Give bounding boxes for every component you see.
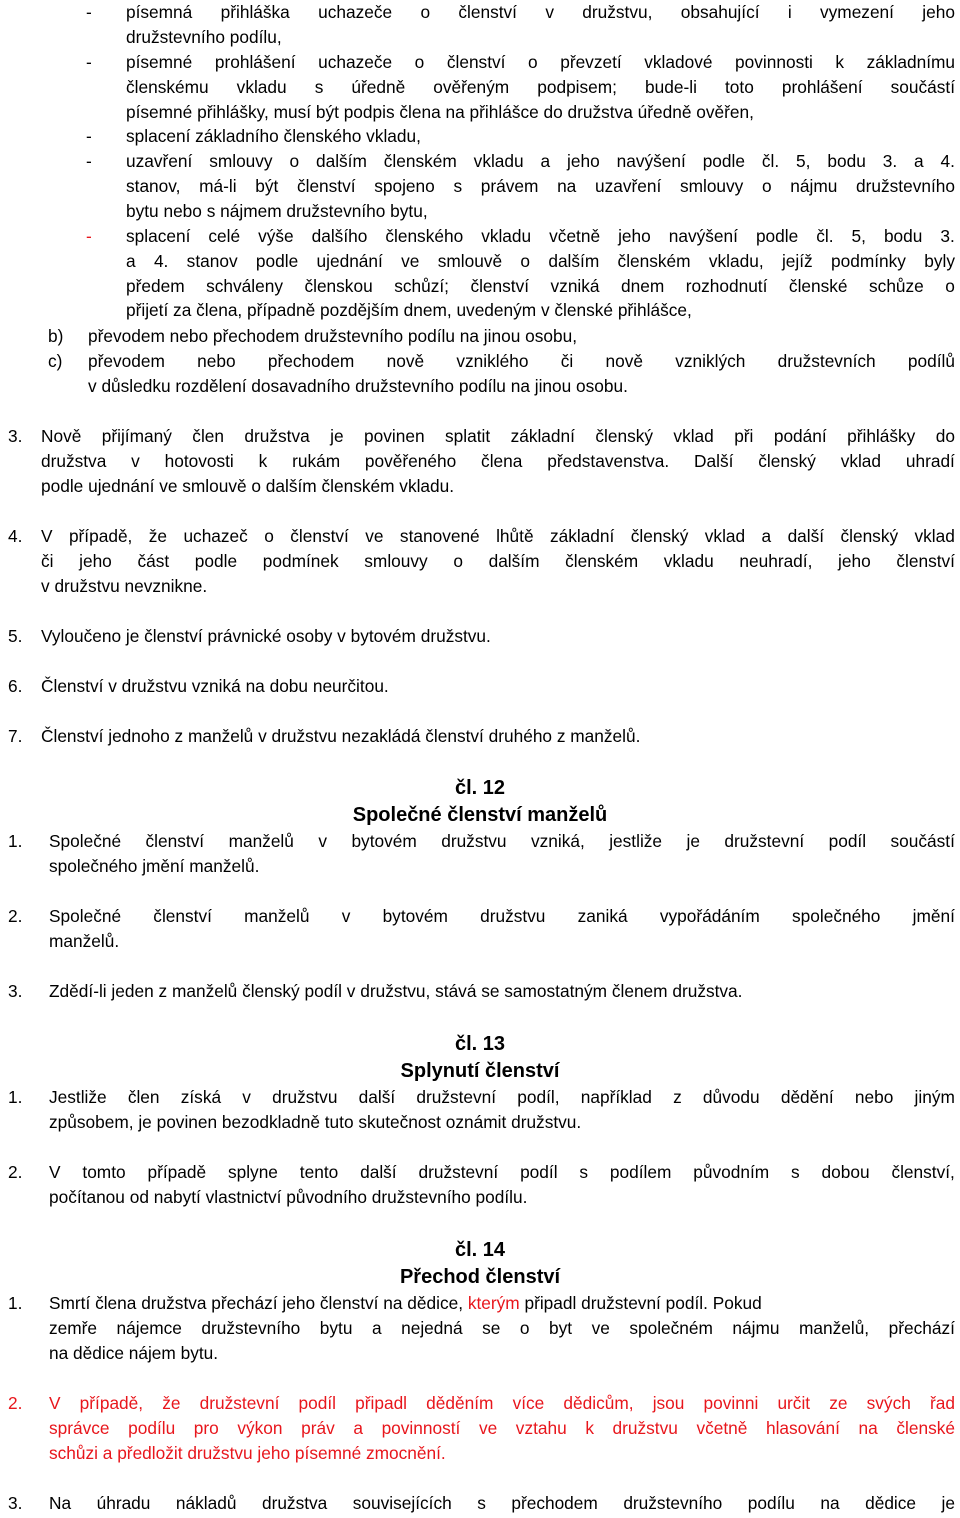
article-item-line: Na úhradu nákladů družstva souvisejících s přechodem družstevního podílu na dědice je [49,1493,955,1513]
article-heading: Společné členství manželů [352,804,608,826]
article-item-number: 1. [8,1293,23,1313]
article-item-line: schůzi a předložit družstvu jeho písemné zmocnění. [49,1442,446,1463]
point-line: v družstvu nevznikne. [41,575,208,596]
bullet-line: splacení základního členského vkladu, [126,126,421,146]
bullet-line: písemné prohlášení uchazeče o členství o převzetí vkladové povinnosti k základnímu [126,52,955,72]
article-item-number: 2. [8,1393,23,1413]
article-item-line: způsobem, je povinen bezodkladně tuto skutečnost oznámit družstvu. [49,1111,582,1132]
bullet-line: přijetí za člena, případně pozdějším dnem, uvedeným v členské přihlášce, [126,300,692,321]
bullet-dash: - [86,52,92,72]
article-item-line: Zdědí-li jeden z manželů členský podíl v družstvu, stává se samostatným členem družstva. [49,981,743,1001]
bullet-line: splacení celé výše dalšího členského vkladu včetně jeho navýšení podle čl. 5, bodu 3. [126,226,955,246]
article-item-line: Společné členství manželů v bytovém družstvu zaniká vypořádáním společného jmění [49,906,955,926]
point-line: Členství v družstvu vzniká na dobu neurčitou. [41,676,389,696]
item-letter: b) [48,326,64,346]
article-item-line: manželů. [49,930,120,951]
article-item-number: 1. [8,1087,23,1107]
article-item-number: 1. [8,831,23,851]
bullet-line: stanov, má-li být členství spojeno s právem na uzavření smlouvy o nájmu družstevního [126,175,955,196]
article-number: čl. 12 [454,777,506,799]
bullet-line: písemná přihláška uchazeče o členství v družstvu, obsahující i vymezení jeho [126,2,955,22]
point-number: 7. [8,726,23,746]
bullet-dash: - [86,2,92,22]
bullet-line: družstevního podílu, [126,26,282,47]
article-item-line: správce podílu pro výkon práv a povinností ve vztahu k družstvu včetně hlasování na členské [49,1417,955,1438]
article-heading: Splynutí členství [400,1060,560,1082]
bullet-line: uzavření smlouvy o dalším členském vkladu a jeho navýšení podle čl. 5, bodu 3. a 4. [126,151,955,171]
article-item-number: 2. [8,1162,23,1182]
bullet-line: předem schváleny členskou schůzí; členství vzniká dnem rozhodnutí členské schůze o [126,275,955,296]
point-line: či jeho část podle podmínek smlouvy o dalším členském vkladu neuhradí, jeho členství [41,550,955,571]
article-number: čl. 13 [454,1033,506,1055]
point-number: 6. [8,676,23,696]
article-item-line: V tomto případě splyne tento další družstevní podíl s podílem původním s dobou členství, [49,1162,955,1182]
article-item-line: počítanou od nabytí vlastnictví původního družstevního podílu. [49,1186,528,1207]
article-item-line: V případě, že družstevní podíl připadl děděním více dědicům, jsou povinni určit ze svých řad [49,1393,955,1413]
item-line: převodem nebo přechodem družstevního podílu na jinou osobu, [88,326,578,346]
item-line: převodem nebo přechodem nově vzniklého či nově vzniklých družstevních podílů [88,351,955,371]
point-line: družstva v hotovosti k rukám pověřeného člena představenstva. Další členský vklad uhradí [41,450,955,471]
bullet-dash: - [86,226,92,246]
bullet-line: písemné přihlášky, musí být podpis člena na přihlášce do družstva úředně ověřen, [126,101,754,122]
item-line: v důsledku rozdělení dosavadního družstevního podílu na jinou osobu. [88,375,628,396]
article-item-line: zemře nájemce družstevního bytu a nejedná se o byt ve společném nájmu manželů, přechází [49,1317,955,1338]
point-line: Nově přijímaný člen družstva je povinen splatit základní členský vklad při podání přihlášky do [41,426,955,446]
item-letter: c) [48,351,63,371]
point-line: Vyloučeno je členství právnické osoby v bytovém družstvu. [41,626,491,646]
article-item-line: Společné členství manželů v bytovém družstvu vzniká, jestliže je družstevní podíl součástí [49,831,955,851]
point-number: 5. [8,626,23,646]
point-number: 4. [8,526,23,546]
bullet-line: a 4. stanov podle ujednání ve smlouvě o dalším členském vkladu, jejíž podmínky byly [126,250,955,271]
point-line: podle ujednání ve smlouvě o dalším členském vkladu. [41,475,455,496]
article-item-line: na dědice nájem bytu. [49,1342,219,1363]
bullet-dash: - [86,151,92,171]
bullet-dash: - [86,126,92,146]
article-number: čl. 14 [454,1239,506,1261]
article-item-line: Jestliže člen získá v družstvu další družstevní podíl, například z důvodu dědění nebo jiným [49,1087,955,1107]
article-item-number: 3. [8,1493,23,1513]
article-item-line: Smrtí člena družstva přechází jeho členství na dědice, kterým připadl družstevní podíl. Pokud [49,1293,762,1313]
bullet-line: bytu nebo s nájmem družstevního bytu, [126,200,428,221]
article-item-number: 3. [8,981,23,1001]
article-item-number: 2. [8,906,23,926]
article-heading: Přechod členství [399,1266,561,1288]
bullet-line: členskému vkladu s úředně ověřeným podpisem; bude-li toto prohlášení součástí [126,76,955,97]
point-line: Členství jednoho z manželů v družstvu nezakládá členství druhého z manželů. [41,726,641,746]
point-number: 3. [8,426,23,446]
article-item-line: společného jmění manželů. [49,855,260,876]
point-line: V případě, že uchazeč o členství ve stanovené lhůtě základní členský vklad a další členský vklad [41,526,955,546]
